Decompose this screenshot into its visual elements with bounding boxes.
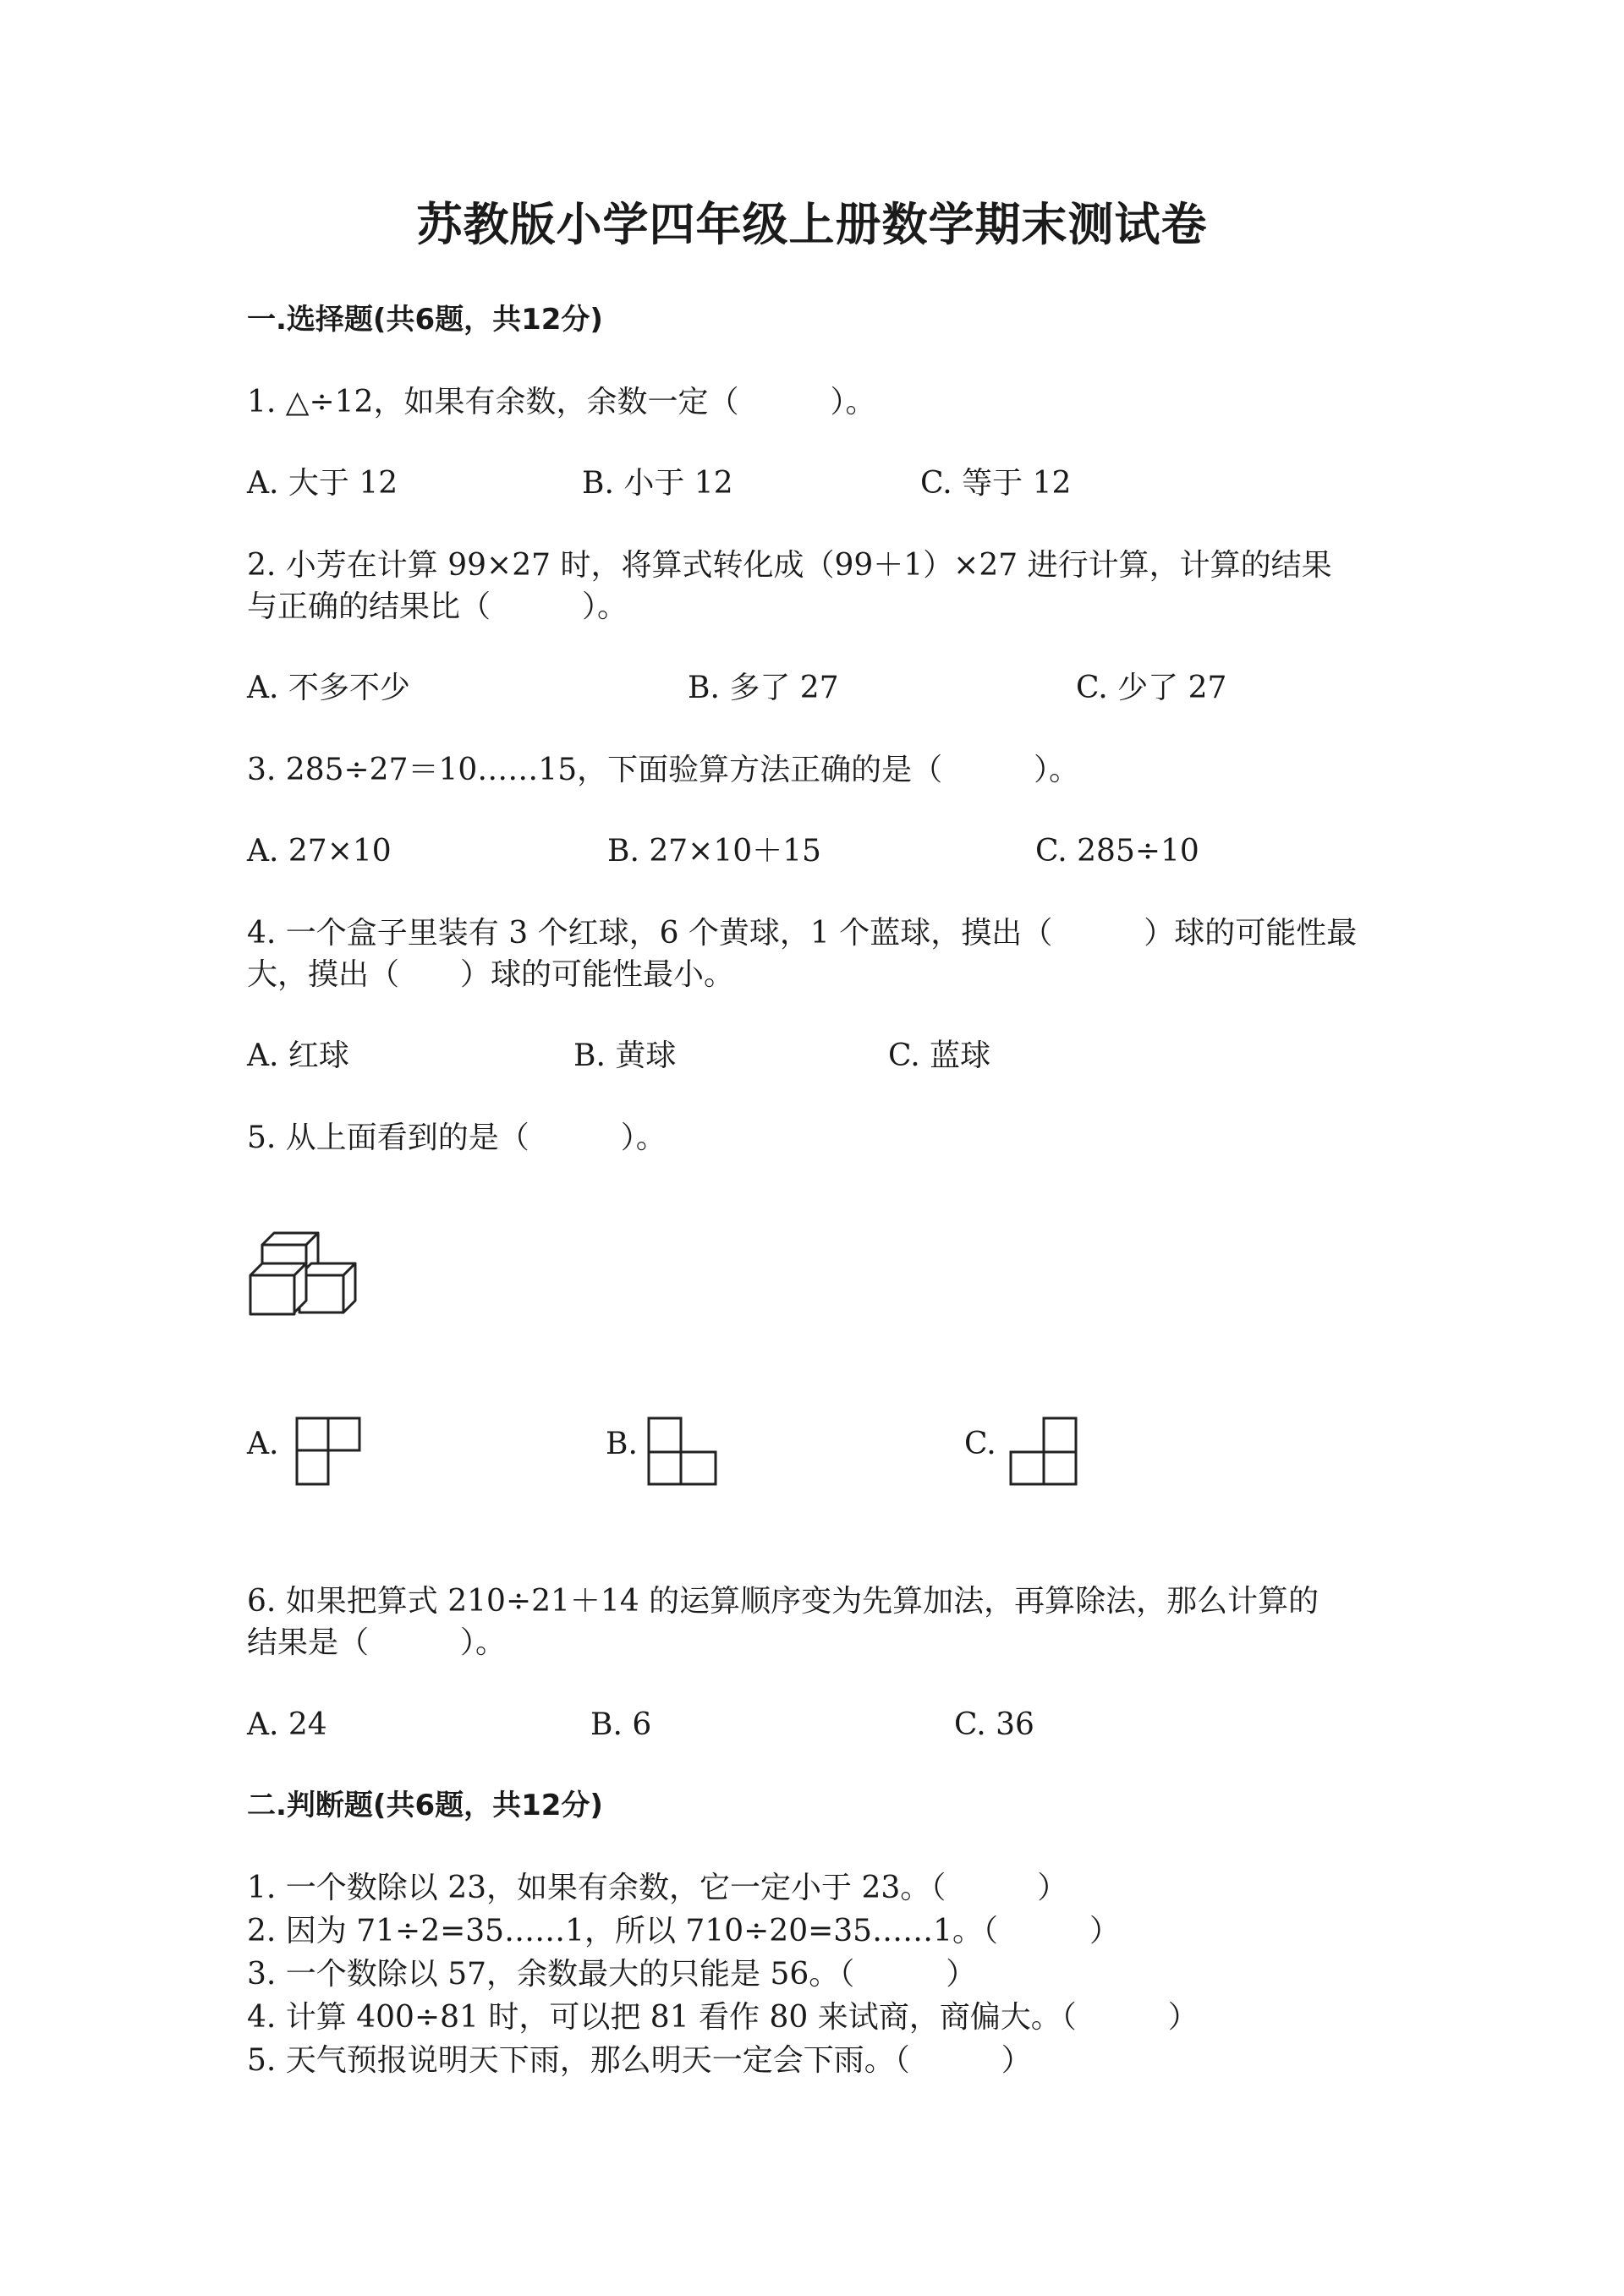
- question-4-stem-line2: 大，摸出（ ）球的可能性最小。: [247, 957, 735, 992]
- question-5-option-c: C.: [964, 1427, 996, 1461]
- question-1-option-c: C. 等于 12: [920, 466, 1072, 501]
- question-4-option-c: C. 蓝球: [888, 1038, 991, 1073]
- question-2-option-a: A. 不多不少: [247, 671, 410, 705]
- judgment-item-2: 2. 因为 71÷2=35……1，所以 710÷20=35……1。（ ）: [247, 1914, 1120, 1948]
- question-3-option-a: A. 27×10: [247, 834, 392, 869]
- option-c-view-figure: [1008, 1416, 1079, 1488]
- question-4-option-a: A. 红球: [247, 1038, 349, 1073]
- judgment-item-5: 5. 天气预报说明天下雨，那么明天一定会下雨。（ ）: [247, 2043, 1032, 2078]
- question-4-option-b: B. 黄球: [573, 1038, 677, 1073]
- question-6-option-b: B. 6: [590, 1707, 652, 1742]
- question-3-option-c: C. 285÷10: [1035, 834, 1199, 869]
- question-1-stem: 1. △÷12，如果有余数，余数一定（ ）。: [247, 385, 876, 419]
- question-2-stem-line2: 与正确的结果比（ ）。: [247, 589, 628, 624]
- question-4-stem-line1: 4. 一个盒子里装有 3 个红球，6 个黄球，1 个蓝球，摸出（ ）球的可能性最: [247, 916, 1358, 951]
- judgment-item-3: 3. 一个数除以 57，余数最大的只能是 56。（ ）: [247, 1957, 977, 1992]
- judgment-item-1: 1. 一个数除以 23，如果有余数，它一定小于 23。（ ）: [247, 1871, 1068, 1905]
- section-heading-judgment: 二.判断题(共6题，共12分): [247, 1789, 603, 1822]
- question-6-option-c: C. 36: [954, 1707, 1034, 1742]
- question-3-option-b: B. 27×10＋15: [607, 834, 821, 869]
- question-5-option-b: B.: [606, 1427, 638, 1461]
- question-5-stem: 5. 从上面看到的是（ ）。: [247, 1121, 667, 1155]
- question-6-stem-line1: 6. 如果把算式 210÷21＋14 的运算顺序变为先算加法，再算除法，那么计算的: [247, 1584, 1320, 1619]
- cube-front-face: [250, 1275, 294, 1314]
- page-title: 苏教版小学四年级上册数学期末测试卷: [416, 197, 1208, 251]
- option-b-view-figure: [646, 1416, 721, 1488]
- question-6-option-a: A. 24: [247, 1707, 327, 1742]
- question-1-option-a: A. 大于 12: [247, 466, 398, 501]
- section-heading-choice: 一.选择题(共6题，共12分): [247, 303, 603, 337]
- question-1-option-b: B. 小于 12: [582, 466, 733, 501]
- question-2-option-b: B. 多了 27: [688, 671, 839, 705]
- question-5-option-a: A.: [247, 1427, 279, 1461]
- option-a-view-figure: [294, 1416, 362, 1488]
- question-3-stem: 3. 285÷27＝10……15，下面验算方法正确的是（ ）。: [247, 753, 1080, 787]
- question-6-stem-line2: 结果是（ ）。: [247, 1625, 507, 1660]
- question-2-stem-line1: 2. 小芳在计算 99×27 时，将算式转化成（99＋1）×27 进行计算，计算的结果: [247, 548, 1332, 583]
- question-2-option-c: C. 少了 27: [1076, 671, 1227, 705]
- cube-stack-figure: [247, 1226, 365, 1321]
- judgment-item-4: 4. 计算 400÷81 时，可以把 81 看作 80 来试商，商偏大。（ ）: [247, 2000, 1199, 2035]
